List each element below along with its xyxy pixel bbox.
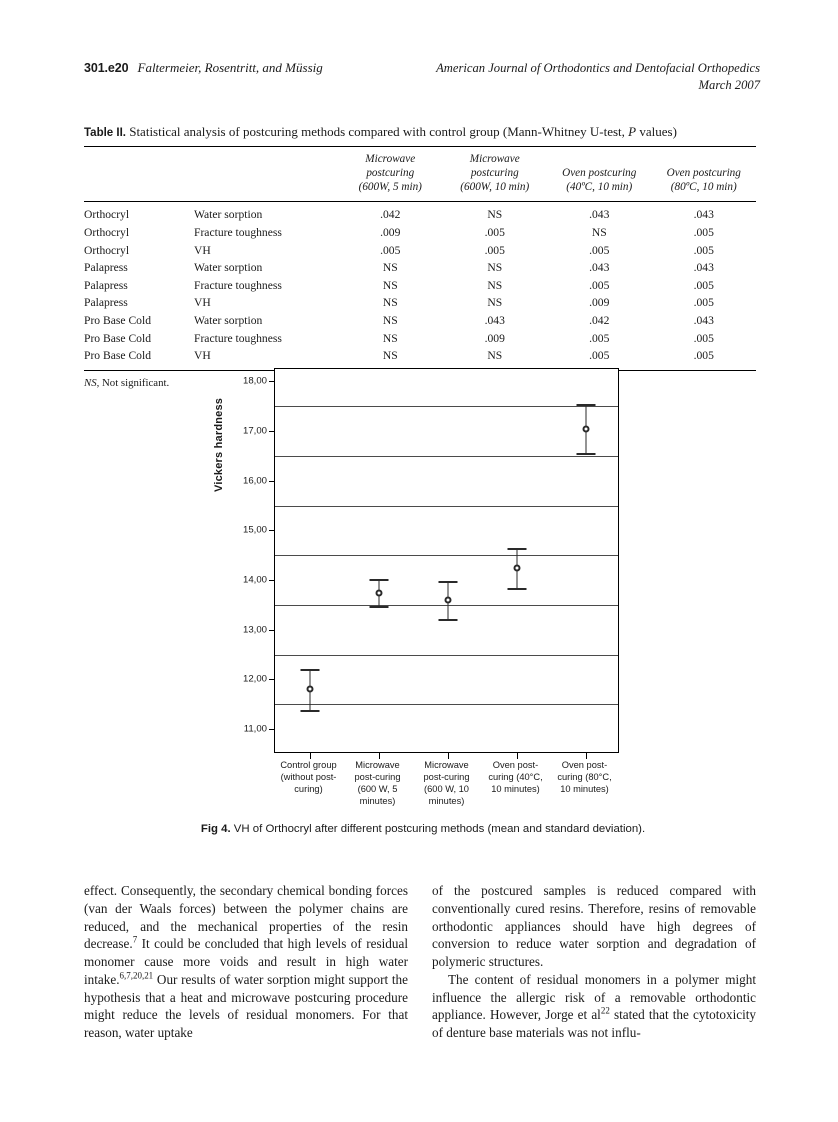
y-axis-tick-label: 17,00 (242, 425, 267, 437)
col-header-line1: Oven postcuring (562, 167, 637, 180)
reference-superscript: 7 (132, 934, 138, 945)
col-header-line1: Oven postcuring (666, 167, 741, 180)
cell-oven-80c: .005 (693, 278, 714, 292)
body-paragraph: of the postcured samples is reduced compared with conventionally cured resins. Therefore, resins of removable orthodontic appliances should have high degrees of conversion to reduce water sorption and degradation of polymeric structures. (432, 883, 756, 969)
table-caption (84, 124, 756, 140)
x-axis-label (548, 760, 622, 796)
error-bar-cap-lower (576, 453, 595, 455)
x-axis-label-line: curing) (294, 783, 323, 794)
x-axis-label-line: (600 W, 10 (424, 783, 469, 794)
cell-mw-5min: NS (382, 296, 398, 310)
x-axis-label-line: 10 minutes) (491, 783, 540, 794)
data-point-mean (444, 596, 451, 603)
error-bar-cap-upper (576, 404, 595, 406)
y-axis-tick-label: 13,00 (242, 624, 267, 636)
x-axis-label-line: Microwave (424, 760, 469, 770)
x-axis-label-line: post-curing (354, 771, 401, 782)
x-axis-label (410, 760, 484, 808)
cell-mw-10min: NS (487, 296, 503, 310)
cell-oven-80c: .043 (693, 208, 714, 222)
error-bar (367, 579, 391, 606)
cell-mw-10min: NS (487, 261, 503, 275)
cell-oven-80c: .005 (693, 243, 714, 257)
cell-mw-10min: NS (487, 208, 503, 222)
col-header-property (192, 147, 338, 202)
cell-mw-10min: .005 (484, 225, 505, 239)
table-label: Table II. (84, 127, 126, 139)
cell-mw-5min: .009 (380, 225, 401, 239)
x-axis-label-line: Microwave (355, 760, 400, 770)
y-axis-tick-label: 18,00 (242, 375, 267, 387)
cell-oven-80c: .005 (693, 296, 714, 310)
figure-caption-text: VH of Orthocryl after different postcuring methods (mean and standard deviation). (230, 823, 646, 835)
x-axis-tick (379, 752, 380, 759)
statistics-table (84, 146, 756, 371)
table-row (84, 225, 756, 243)
data-point-mean (375, 589, 382, 596)
col-header-line2: (600W, 10 min) (460, 180, 530, 193)
cell-property: Fracture toughness (194, 225, 282, 239)
error-bar-cap-upper (369, 579, 388, 581)
table-row (84, 330, 756, 348)
cell-mw-10min: NS (487, 349, 503, 363)
cell-oven-40c: .005 (589, 243, 610, 257)
data-point-mean (306, 686, 313, 693)
cell-oven-40c: .009 (589, 296, 610, 310)
cell-oven-80c: .043 (693, 261, 714, 275)
x-axis-tick (586, 752, 587, 759)
col-header-mw-10min (443, 147, 548, 202)
grid-line (275, 506, 618, 507)
y-axis-tick-label: 11,00 (243, 723, 267, 735)
cell-property: Water sorption (194, 261, 263, 275)
table-row (84, 313, 756, 331)
col-header-material (84, 147, 192, 202)
cell-oven-80c: .005 (693, 349, 714, 363)
col-header-line1: Microwave postcuring (365, 153, 416, 180)
error-bar (298, 669, 322, 711)
figure-4 (0, 360, 838, 812)
table-body (84, 202, 756, 371)
x-axis-label (341, 760, 415, 808)
cell-oven-40c: .005 (589, 278, 610, 292)
col-header-oven-80c (652, 147, 757, 202)
x-axis-tick (448, 752, 449, 759)
grid-line (275, 655, 618, 656)
cell-oven-40c: .043 (589, 261, 610, 275)
y-axis-tick (269, 381, 275, 382)
error-bar-cap-lower (300, 710, 319, 712)
x-axis-label (272, 760, 346, 796)
y-axis-tick-label: 15,00 (242, 524, 267, 536)
x-axis-label-line: Oven post- (492, 760, 539, 770)
cell-oven-80c: .043 (693, 314, 714, 327)
y-axis-tick (269, 481, 275, 482)
cell-mw-5min: .005 (380, 243, 401, 257)
running-head-left (84, 60, 323, 76)
cell-material: Orthocryl (84, 225, 130, 239)
cell-mw-10min: .009 (484, 331, 505, 345)
x-axis-label-line: post-curing (423, 771, 470, 782)
cell-material: Orthocryl (84, 208, 130, 222)
cell-property: VH (194, 349, 211, 363)
cell-oven-40c: NS (591, 225, 607, 239)
y-axis-title: Vickers hardness (213, 397, 225, 492)
x-axis-label-line: (600 W, 5 (357, 783, 398, 794)
cell-material: Pro Base Cold (84, 314, 151, 327)
cell-material: Palapress (84, 278, 128, 292)
grid-line (275, 406, 618, 407)
y-axis-tick (269, 580, 275, 581)
table-row (84, 277, 756, 295)
y-axis-tick-label: 16,00 (242, 475, 267, 487)
x-axis-label-line: minutes) (359, 795, 396, 806)
x-axis-label-line: Control group (280, 760, 337, 770)
running-head (84, 60, 760, 93)
cell-material: Palapress (84, 261, 128, 275)
x-axis-tick (310, 752, 311, 759)
cell-material: Orthocryl (84, 243, 130, 257)
cell-mw-5min: NS (382, 278, 398, 292)
figure-label: Fig 4. (200, 823, 231, 835)
y-axis-tick (269, 729, 275, 730)
y-axis-tick (269, 630, 275, 631)
cell-mw-10min: .043 (484, 314, 505, 327)
error-bar-cap-upper (300, 669, 319, 671)
cell-oven-40c: .043 (589, 208, 610, 222)
body-text (84, 882, 756, 1042)
cell-oven-80c: .005 (693, 331, 714, 345)
issue-date: March 2007 (698, 77, 760, 92)
y-axis-tick (269, 679, 275, 680)
col-header-line2: (600W, 5 min) (358, 180, 422, 193)
error-bar-cap-upper (507, 548, 526, 550)
cell-property: VH (194, 243, 211, 257)
table-caption-pvalue: P (628, 124, 637, 139)
cell-mw-5min: .042 (380, 208, 401, 222)
cell-oven-40c: .005 (589, 331, 610, 345)
running-head-right (436, 60, 760, 93)
error-bar-cap-lower (369, 606, 388, 608)
x-axis-label-line: Oven post- (561, 760, 608, 770)
body-paragraph: The content of residual monomers in a polymer might influence the allergic risk of a removable orthodontic appliance. However, Jorge et $al^{22}$ stated that the cytotoxicity of denture base materials was not influ- (432, 971, 757, 1040)
col-header-mw-5min (338, 147, 443, 202)
cell-oven-40c: .005 (589, 349, 610, 363)
chart (213, 360, 619, 812)
figure-caption (128, 822, 718, 837)
cell-property: VH (194, 296, 211, 310)
table-header-row (84, 147, 756, 202)
y-axis-tick (269, 431, 275, 432)
reference-superscript: 6,7,20,21 (119, 970, 154, 981)
error-bar-cap-upper (438, 581, 457, 583)
error-bar (436, 581, 460, 619)
error-bar (574, 404, 598, 454)
cell-property: Water sorption (194, 208, 263, 222)
cell-oven-40c: .042 (589, 314, 610, 327)
table-caption-part1: Statistical analysis of postcuring methods compared with control group (Mann-Whitney U-test, (129, 124, 629, 139)
table-row (84, 295, 756, 313)
body-column-right (432, 882, 756, 1042)
y-axis-tick-label: 14,00 (242, 574, 267, 586)
x-axis-labels (274, 760, 619, 818)
error-bar-cap-lower (438, 619, 457, 621)
col-header-line2: (80ºC, 10 min) (670, 180, 737, 193)
y-axis-tick-label: 12,00 (242, 673, 267, 685)
grid-line (275, 704, 618, 705)
reference-superscript: 22 (600, 1005, 610, 1016)
footnote-text: Not significant. (99, 377, 170, 390)
cell-property: Fracture toughness (194, 331, 282, 345)
table-row (84, 242, 756, 260)
error-bar (505, 548, 529, 588)
footnote-abbr: NS, (84, 377, 100, 390)
data-point-mean (513, 564, 520, 571)
journal-title: American Journal of Orthodontics and Dentofacial Orthopedics (436, 61, 760, 75)
x-axis-label-line: curing (80°C, (557, 771, 612, 782)
table-head (84, 147, 756, 202)
error-bar-cap-lower (507, 588, 526, 590)
x-axis-label-line: (without post- (280, 771, 337, 782)
x-axis-label-line: minutes) (428, 795, 465, 806)
cell-mw-10min: .005 (484, 243, 505, 257)
data-point-mean (582, 425, 589, 432)
table-row (84, 260, 756, 278)
page-folio: 301.e20 (84, 61, 129, 75)
x-axis-tick (517, 752, 518, 759)
body-paragraph: effect. Consequently, the secondary chemical bonding forces (van der Waals forces) between the polymer chains are reduced, and the mechanical properties of the resin decrease.$^7$ It could be concluded that high levels of residual monomer cause more voids and result in high water intake.$^{6,7,20,21}$ Our results of water sorption might support the hypothesis that a heat and microwave postcuring procedure might reduce the levels of residual monomers. For that reason, water uptake (84, 883, 408, 1040)
cell-mw-5min: NS (382, 331, 398, 345)
col-header-line1: Microwave postcuring (469, 153, 520, 180)
table-row (84, 202, 756, 225)
grid-line (275, 456, 618, 457)
body-column-left (84, 882, 408, 1042)
col-header-oven-40c (547, 147, 652, 202)
cell-property: Water sorption (194, 314, 263, 327)
plot-area (242, 368, 619, 753)
cell-material: Pro Base Cold (84, 331, 151, 345)
cell-mw-5min: NS (382, 314, 398, 327)
table-caption-part2: values) (636, 124, 677, 139)
running-head-authors: Faltermeier, Rosentritt, and Müssig (137, 60, 323, 75)
cell-property: Fracture toughness (194, 278, 282, 292)
cell-mw-5min: NS (382, 261, 398, 275)
cell-mw-10min: NS (487, 278, 503, 292)
x-axis-label (479, 760, 553, 796)
x-axis-label-line: 10 minutes) (560, 783, 609, 794)
y-axis-tick (269, 530, 275, 531)
cell-material: Pro Base Cold (84, 349, 151, 363)
cell-mw-5min: NS (382, 349, 398, 363)
grid-line (275, 555, 618, 556)
cell-oven-80c: .005 (693, 225, 714, 239)
table-section (84, 124, 756, 389)
col-header-line2: (40ºC, 10 min) (566, 180, 633, 193)
cell-material: Palapress (84, 296, 128, 310)
x-axis-label-line: curing (40°C, (488, 771, 543, 782)
